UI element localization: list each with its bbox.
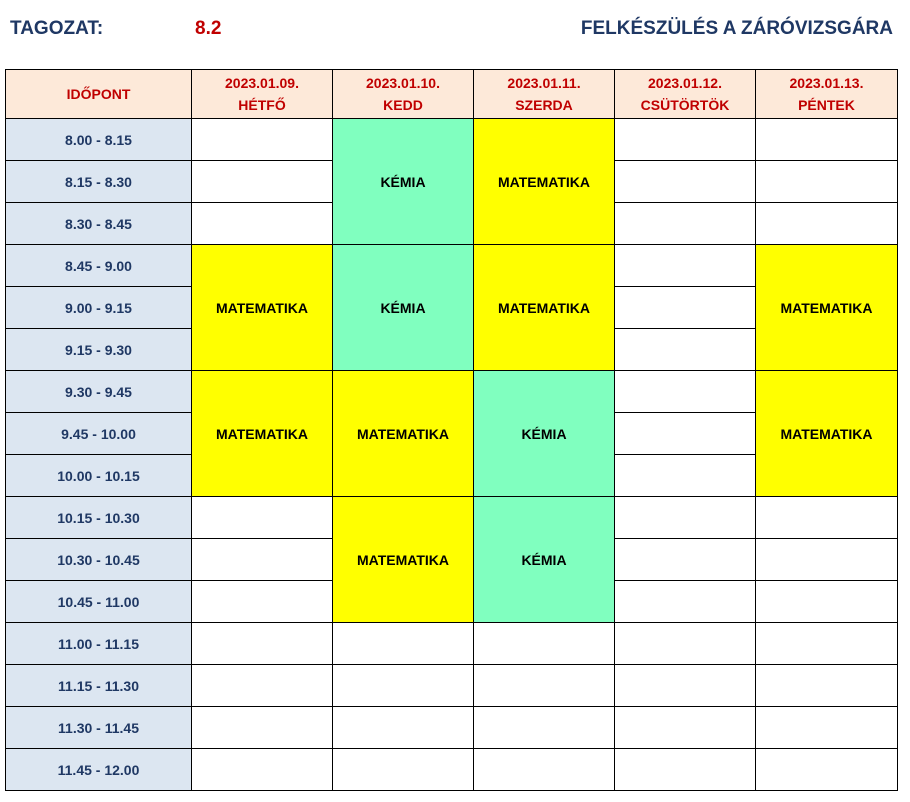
page-title: FELKÉSZÜLÉS A ZÁRÓVIZSGÁRA	[580, 18, 893, 39]
empty-cell	[615, 623, 756, 665]
empty-cell	[333, 707, 474, 749]
empty-cell	[192, 161, 333, 203]
table-row	[6, 371, 898, 413]
time-slot: 8.15 - 8.30	[6, 161, 192, 203]
empty-cell	[192, 539, 333, 581]
empty-cell	[474, 665, 615, 707]
table-row	[6, 119, 898, 161]
empty-cell	[615, 581, 756, 623]
time-slot: 11.00 - 11.15	[6, 623, 192, 665]
lesson-chemistry: KÉMIA	[333, 245, 474, 371]
empty-cell	[333, 623, 474, 665]
lesson-math: MATEMATIKA	[756, 245, 898, 371]
time-slot: 11.45 - 12.00	[6, 749, 192, 791]
empty-cell	[615, 665, 756, 707]
lesson-chemistry: KÉMIA	[474, 497, 615, 623]
lesson-chemistry: KÉMIA	[474, 371, 615, 497]
empty-cell	[192, 707, 333, 749]
time-slot: 10.45 - 11.00	[6, 581, 192, 623]
empty-cell	[756, 749, 898, 791]
day-name: CSÜTÖRTÖK	[640, 97, 730, 113]
empty-cell	[615, 749, 756, 791]
day-name: KEDD	[383, 97, 423, 113]
empty-cell	[756, 497, 898, 539]
day-header-csutortok	[615, 70, 756, 119]
day-date: 2023.01.10.	[366, 75, 440, 91]
day-name: HÉTFŐ	[238, 97, 286, 113]
day-name: PÉNTEK	[798, 97, 855, 113]
empty-cell	[615, 455, 756, 497]
empty-cell	[615, 287, 756, 329]
empty-cell	[615, 371, 756, 413]
time-slot: 10.15 - 10.30	[6, 497, 192, 539]
empty-cell	[615, 413, 756, 455]
tagozat-label: TAGOZAT:	[10, 18, 104, 39]
empty-cell	[756, 539, 898, 581]
empty-cell	[756, 161, 898, 203]
empty-cell	[756, 581, 898, 623]
empty-cell	[615, 119, 756, 161]
day-date: 2023.01.11.	[507, 75, 581, 91]
day-header-hetfo	[192, 70, 333, 119]
table-row	[6, 707, 898, 749]
empty-cell	[756, 623, 898, 665]
empty-cell	[192, 623, 333, 665]
empty-cell	[615, 539, 756, 581]
time-slot: 8.00 - 8.15	[6, 119, 192, 161]
time-slot: 11.15 - 11.30	[6, 665, 192, 707]
time-slot: 10.30 - 10.45	[6, 539, 192, 581]
page-header	[0, 18, 910, 46]
table-row	[6, 665, 898, 707]
empty-cell	[333, 749, 474, 791]
time-slot: 10.00 - 10.15	[6, 455, 192, 497]
schedule-table	[5, 69, 898, 791]
time-slot: 9.00 - 9.15	[6, 287, 192, 329]
empty-cell	[756, 119, 898, 161]
time-column-header: IDŐPONT	[6, 70, 192, 119]
empty-cell	[756, 707, 898, 749]
day-date: 2023.01.12.	[648, 75, 722, 91]
time-slot: 9.45 - 10.00	[6, 413, 192, 455]
empty-cell	[615, 329, 756, 371]
empty-cell	[474, 707, 615, 749]
time-slot: 9.30 - 9.45	[6, 371, 192, 413]
lesson-math: MATEMATIKA	[192, 245, 333, 371]
empty-cell	[192, 749, 333, 791]
lesson-math: MATEMATIKA	[474, 119, 615, 245]
time-slot: 8.30 - 8.45	[6, 203, 192, 245]
empty-cell	[615, 203, 756, 245]
time-slot: 9.15 - 9.30	[6, 329, 192, 371]
lesson-chemistry: KÉMIA	[333, 119, 474, 245]
empty-cell	[756, 203, 898, 245]
day-name: SZERDA	[515, 97, 573, 113]
time-slot: 8.45 - 9.00	[6, 245, 192, 287]
empty-cell	[756, 665, 898, 707]
day-date: 2023.01.13.	[789, 75, 864, 91]
empty-cell	[192, 497, 333, 539]
day-header-pentek	[756, 70, 898, 119]
tagozat-value: 8.2	[195, 18, 222, 39]
lesson-math: MATEMATIKA	[474, 245, 615, 371]
empty-cell	[474, 749, 615, 791]
table-row	[6, 623, 898, 665]
table-row	[6, 245, 898, 287]
empty-cell	[333, 665, 474, 707]
empty-cell	[192, 119, 333, 161]
empty-cell	[615, 161, 756, 203]
lesson-math: MATEMATIKA	[333, 497, 474, 623]
header-row	[6, 70, 898, 119]
empty-cell	[192, 665, 333, 707]
lesson-math: MATEMATIKA	[756, 371, 898, 497]
day-date: 2023.01.09.	[225, 75, 299, 91]
table-row	[6, 749, 898, 791]
empty-cell	[615, 497, 756, 539]
empty-cell	[192, 203, 333, 245]
day-header-szerda	[474, 70, 615, 119]
lesson-math: MATEMATIKA	[333, 371, 474, 497]
empty-cell	[192, 581, 333, 623]
lesson-math: MATEMATIKA	[192, 371, 333, 497]
empty-cell	[474, 623, 615, 665]
day-header-kedd	[333, 70, 474, 119]
empty-cell	[615, 245, 756, 287]
table-row	[6, 497, 898, 539]
empty-cell	[615, 707, 756, 749]
time-slot: 11.30 - 11.45	[6, 707, 192, 749]
